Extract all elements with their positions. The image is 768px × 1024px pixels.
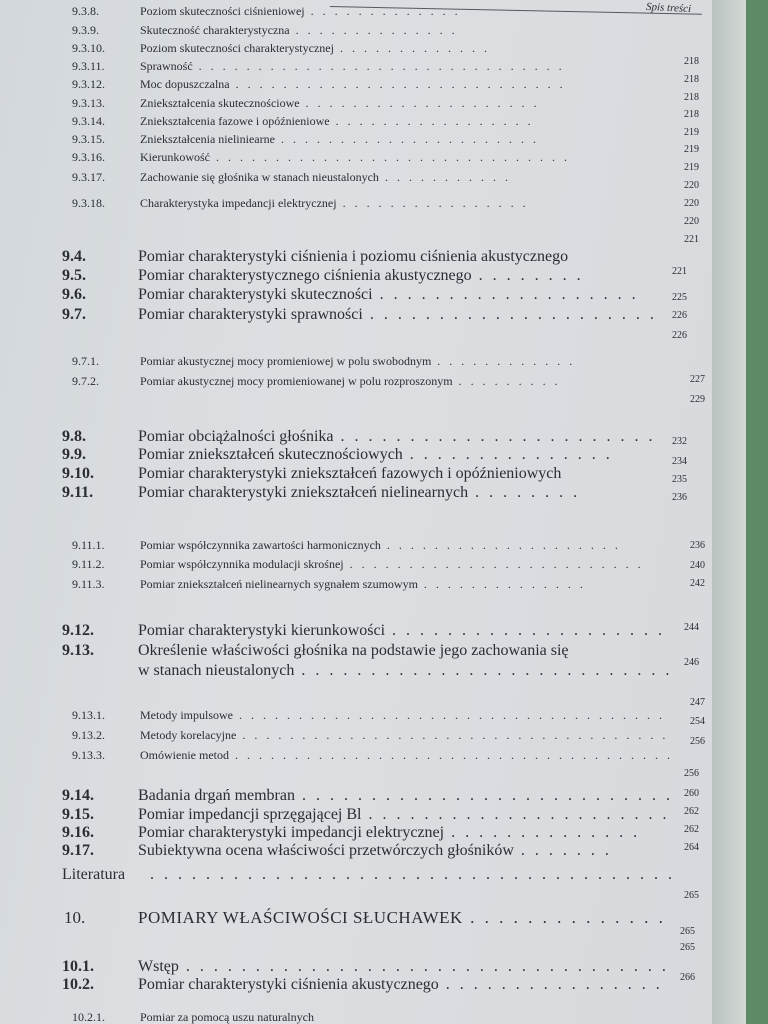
toc-leader-dots: . . . . . . . . . . . . . . . . . . . . . . . . . [343, 557, 644, 571]
toc-entry-title-text: Poziom skuteczności charakterystycznej [140, 41, 334, 55]
toc-entry-title [140, 132, 539, 147]
toc-entry-title-text: Pomiar impedancji sprzęgającej Bl [138, 806, 362, 823]
toc-entry-number: 9.3.18. [72, 196, 105, 210]
toc-entry-number: Literatura [62, 866, 126, 883]
toc-leader-dots: . . . . . . . . . . . . . . . . . . . . . . . . . . . . . . [209, 150, 570, 164]
toc-entry-title-text: Kierunkowość [140, 150, 210, 164]
toc-leader-dots: . . . . . . . . . . . . . . . . . [329, 114, 534, 128]
toc-entry-number: 9.3.8. [72, 4, 99, 18]
toc-entry-page-number: 221 [684, 234, 699, 245]
toc-leader-dots: . . . . . . . . [471, 267, 584, 284]
toc-entry-title-text: Zachowanie się głośnika w stanach nieustalonych [140, 170, 379, 184]
toc-entry-title [138, 842, 612, 860]
toc-entry-title [138, 787, 673, 805]
toc-entry-title-text: Pomiar charakterystyki impedancji elektrycznej [138, 824, 445, 841]
toc-entry-title-text: Charakterystyka impedancji elektrycznej [140, 196, 337, 210]
toc-entry-page-number: 254 [690, 716, 705, 727]
toc-entry-number: 9.3.12. [72, 77, 105, 91]
toc-entry-page-number: 225 [672, 292, 687, 303]
toc-leader-dots: . . . . . . . . . . . . . . . . [438, 976, 663, 993]
toc-leader-dots: . . . . . . . . . [452, 374, 561, 388]
toc-entry-title-text: Pomiar zniekształceń nielinearnych sygnałem szumowym [140, 577, 418, 591]
toc-entry-number: 9.11. [62, 484, 94, 501]
toc-entry-title [140, 196, 529, 211]
toc-entry-page-number: 218 [684, 109, 699, 120]
toc-entry-title [140, 41, 490, 56]
toc-entry-page-number: 220 [684, 216, 699, 227]
toc-leader-dots: . . . . . . . . . . . . [431, 354, 576, 368]
toc-leader-dots: . . . . . . . . . . . . . . . . . . . . . . . [333, 428, 656, 445]
toc-entry-number: 9.3.14. [72, 114, 105, 128]
toc-leader-dots: . . . . . . . . . . . . . . . . . . . . . . . . . . . . [229, 77, 566, 91]
toc-entry-number: 9.13.2. [72, 728, 105, 742]
toc-entry-number: 10.2. [62, 976, 94, 993]
toc-entry-title [140, 170, 511, 185]
toc-entry-number: 9.8. [62, 428, 86, 445]
toc-leader-dots: . . . . . . . . . . . . . . . . . . . . . . . . . . . . . . . . . . . . . [228, 748, 673, 762]
toc-entry-title [140, 59, 565, 74]
toc-leader-dots: . . . . . . . . . . . . . . [462, 908, 666, 927]
toc-entry-title-text: Pomiar charakterystyki skuteczności [138, 286, 373, 303]
toc-entry-page-number: 244 [684, 622, 699, 633]
toc-leader-dots: . . . . . . . . . . . . . . . . . . . . . . . . . . . . . . . . . . . [178, 958, 669, 975]
toc-leader-dots: . . . . . . . . . . . . . . . . . . . . . . . . . . . . . . . . . . . . . . [150, 866, 675, 883]
toc-entry-page-number: 265 [680, 942, 695, 953]
toc-entry-title [138, 976, 663, 994]
toc-entry-number: 9.15. [62, 806, 94, 823]
toc-entry-page-number: 218 [684, 92, 699, 103]
toc-entry-page-number: 232 [672, 436, 687, 447]
toc-entry-title-text: Poziom skuteczności ciśnieniowej [140, 4, 305, 18]
toc-entry-number: 9.3.11. [72, 59, 105, 73]
toc-entry-title [138, 446, 613, 464]
toc-entry-title [138, 642, 569, 660]
toc-entry-page-number: 266 [680, 972, 695, 983]
background-surface [746, 0, 768, 1024]
toc-entry-page-number: 247 [690, 697, 705, 708]
toc-entry-number: 9.7.1. [72, 354, 99, 368]
toc-entry-title-text: Pomiar za pomocą uszu naturalnych [140, 1010, 314, 1024]
toc-leader-dots: . . . . . . . . [468, 484, 581, 501]
toc-entry-number: 9.11.2. [72, 557, 105, 571]
toc-entry-number: 9.13. [62, 642, 94, 659]
toc-entry-page-number: 256 [684, 768, 699, 779]
toc-entry-title-text: Pomiar obciążalności głośnika [138, 428, 334, 445]
toc-entry-page-number: 229 [690, 394, 705, 405]
toc-entry-title [140, 557, 644, 572]
toc-leader-dots: . . . . . . . . . . . . . . . . . . . . . [362, 306, 657, 323]
toc-entry-number: 9.3.17. [72, 170, 105, 184]
toc-leader-dots: . . . . . . . . . . . . . . . . . . . . [299, 96, 540, 110]
toc-entry-title [140, 23, 458, 38]
toc-entry-number: 9.9. [62, 446, 86, 463]
toc-entry-title [138, 824, 640, 842]
toc-entry-title [140, 96, 540, 111]
toc-entry-title [138, 465, 561, 483]
toc-entry-title-text: Sprawność [140, 59, 193, 73]
toc-entry-title [140, 728, 668, 743]
toc-leader-dots: . . . . . . . . . . . . . . [417, 577, 586, 591]
toc-entry-page-number: 240 [690, 560, 705, 571]
toc-leader-dots: . . . . . . . . . . . [378, 170, 511, 184]
toc-entry-title [140, 77, 566, 92]
toc-entry-title [138, 908, 666, 928]
toc-entry-title-text: Badania drgań membran [138, 787, 295, 804]
toc-entry-page-number: 262 [684, 824, 699, 835]
toc-entry-page-number: 220 [684, 180, 699, 191]
toc-entry-number: 9.7. [62, 306, 86, 323]
toc-entry-number: 9.5. [62, 267, 86, 284]
toc-leader-dots: . . . . . . . . . . . . . . . . [336, 196, 529, 210]
toc-entry-title-text: Określenie właściwości głośnika na podstawie jego zachowania się [138, 642, 569, 659]
toc-entry-title [138, 622, 665, 640]
toc-entry-number: 9.3.15. [72, 132, 105, 146]
toc-entry-page-number: 218 [684, 74, 699, 85]
toc-entry-number: 9.11.3. [72, 577, 105, 591]
toc-entry-page-number: 262 [684, 806, 699, 817]
toc-entry-title [140, 708, 665, 723]
toc-entry-title-text: Zniekształcenia skutecznościowe [140, 96, 300, 110]
toc-entry-title [138, 267, 584, 285]
toc-entry-number: 9.10. [62, 465, 94, 482]
toc-entry-title [140, 114, 534, 129]
toc-leader-dots: . . . . . . . [513, 842, 612, 859]
toc-entry-page-number: 221 [672, 266, 687, 277]
toc-entry-title [140, 748, 673, 763]
toc-leader-dots: . . . . . . . . . . . . . . . . . . . . . . . . . . . . . . . . . . . . [233, 708, 665, 722]
toc-entry-page-number: 264 [684, 842, 699, 853]
toc-entry-page-number: 219 [684, 127, 699, 138]
toc-entry-number: 9.3.10. [72, 41, 105, 55]
toc-entry-page-number: 236 [690, 540, 705, 551]
toc-entry-title-text: Pomiar charakterystyki ciśnienia akustycznego [138, 976, 439, 993]
toc-entry-title-text: Pomiar charakterystyki kierunkowości [138, 622, 386, 639]
toc-entry-number: 9.6. [62, 286, 86, 303]
toc-entry-title [150, 866, 675, 884]
toc-entry-page-number: 260 [684, 788, 699, 799]
toc-leader-dots: . . . . . . . . . . . . . . . . . . . . . . [361, 806, 670, 823]
toc-entry-page-number: 226 [672, 310, 687, 321]
toc-entry-title-text: Pomiar charakterystyki sprawności [138, 306, 363, 323]
toc-entry-page-number: 246 [684, 657, 699, 668]
toc-entry-title-text: Pomiar charakterystyki zniekształceń nielinearnych [138, 484, 469, 501]
toc-entry-number: 10. [64, 908, 86, 927]
toc-entry-number: 9.3.9. [72, 23, 99, 37]
toc-entry-title [140, 577, 586, 592]
toc-entry-title-text: Pomiar współczynnika zawartości harmonicznych [140, 538, 381, 552]
toc-entry-title-text: Pomiar akustycznej mocy promieniowej w polu swobodnym [140, 354, 432, 368]
toc-entry-title-text: POMIARY WŁAŚCIWOŚCI SŁUCHAWEK [138, 908, 463, 927]
running-head: Spis treści [645, 0, 692, 16]
toc-leader-dots: . . . . . . . . . . . . . . [444, 824, 641, 841]
toc-leader-dots: . . . . . . . . . . . . . . . . . . . . . . . . . . . [294, 787, 673, 804]
toc-entry-title-text: Pomiar akustycznej mocy promieniowanej w polu rozproszonym [140, 374, 453, 388]
toc-entry-page-number: 227 [690, 374, 705, 385]
toc-entry-title-text: w stanach nieustalonych [138, 662, 295, 679]
toc-entry-title [140, 4, 461, 19]
toc-entry-number: 9.3.13. [72, 96, 105, 110]
toc-entry-page-number: 218 [684, 56, 699, 67]
toc-leader-dots: . . . . . . . . . . . . . . . . . . . . [380, 538, 621, 552]
toc-entry-title [138, 958, 669, 976]
toc-entry-title-text: Pomiar charakterystyki ciśnienia i poziomu ciśnienia akustycznego [138, 248, 569, 265]
toc-leader-dots: . . . . . . . . . . . . . . . [402, 446, 613, 463]
toc-leader-dots: . . . . . . . . . . . . . . [289, 23, 458, 37]
toc-leader-dots: . . . . . . . . . . . . . [304, 4, 461, 18]
toc-entry-title [138, 428, 656, 446]
toc-entry-page-number: 219 [684, 162, 699, 173]
toc-leader-dots: . . . . . . . . . . . . . [333, 41, 490, 55]
toc-entry-number: 9.7.2. [72, 374, 99, 388]
toc-leader-dots: . . . . . . . . . . . . . . . . . . . . . . . . . . . . . . . . . . . . [236, 728, 669, 742]
toc-entry-number: 9.3.16. [72, 150, 105, 164]
toc-entry-title [140, 150, 570, 165]
toc-entry-number: 9.11.1. [72, 538, 105, 552]
toc-entry-title [138, 306, 657, 324]
toc-entry-title-text: Skuteczność charakterystyczna [140, 23, 290, 37]
toc-entry-title-text: Pomiar charakterystycznego ciśnienia akustycznego [138, 267, 472, 284]
toc-entry-page-number: 256 [690, 736, 705, 747]
toc-entry-number: 9.14. [62, 787, 94, 804]
toc-entry-number: 9.13.1. [72, 708, 105, 722]
toc-entry-title-text: Moc dopuszczalna [140, 77, 230, 91]
toc-entry-page-number: 236 [672, 492, 687, 503]
toc-entry-page-number: 242 [690, 578, 705, 589]
toc-entry-title-text: Pomiar współczynnika modulacji skrośnej [140, 557, 344, 571]
toc-entry-title [140, 354, 575, 369]
toc-entry-page-number: 265 [684, 890, 699, 901]
toc-entry-title [138, 248, 568, 266]
toc-entry-number: 10.2.1. [72, 1010, 105, 1024]
toc-entry-page-number: 235 [672, 474, 687, 485]
toc-leader-dots: . . . . . . . . . . . . . . . . . . . . . . . . . . . [294, 662, 673, 679]
toc-entry-title [138, 286, 639, 304]
toc-entry-title-text: Pomiar zniekształceń skutecznościowych [138, 446, 403, 463]
toc-entry-page-number: 265 [680, 926, 695, 937]
toc-entry-title [140, 374, 561, 389]
toc-entry-title [140, 1010, 314, 1024]
toc-entry-title-text: Metody korelacyjne [140, 728, 237, 742]
toc-entry-title-text: Pomiar charakterystyki zniekształceń fazowych i opóźnieniowych [138, 465, 562, 482]
toc-entry-number: 9.4. [62, 248, 86, 265]
toc-entry-title-text: Wstęp [138, 958, 179, 975]
toc-entry-page-number: 226 [672, 330, 687, 341]
toc-entry-title-text: Zniekształcenia fazowe i opóźnieniowe [140, 114, 330, 128]
toc-entry-number: 9.16. [62, 824, 94, 841]
toc-leader-dots: . . . . . . . . . . . . . . . . . . . . . . [274, 132, 539, 146]
toc-entry-page-number: 219 [684, 144, 699, 155]
toc-entry-title-text: Zniekształcenia nieliniearne [140, 132, 275, 146]
toc-entry-title-text: Omówienie metod [140, 748, 229, 762]
toc-entry-number: 9.13.3. [72, 748, 105, 762]
toc-leader-dots: . . . . . . . . . . . . . . . . . . . . [385, 622, 666, 639]
toc-entry-page-number: 220 [684, 198, 699, 209]
toc-entry-title [138, 484, 580, 502]
toc-entry-title [138, 806, 669, 824]
toc-entry-title [140, 538, 621, 553]
toc-entry-title-text: Subiektywna ocena właściwości przetwórczych głośników [138, 842, 514, 859]
toc-leader-dots: . . . . . . . . . . . . . . . . . . . . . . . . . . . . . . . [192, 59, 565, 73]
toc-entry-number: 10.1. [62, 958, 94, 975]
toc-entry-number: 9.12. [62, 622, 94, 639]
toc-leader-dots: . . . . . . . . . . . . . . . . . . . [372, 286, 639, 303]
toc-entry-title [138, 662, 672, 680]
toc-entry-page-number: 234 [672, 456, 687, 467]
toc-entry-number: 9.17. [62, 842, 94, 859]
toc-entry-title-text: Metody impulsowe [140, 708, 233, 722]
